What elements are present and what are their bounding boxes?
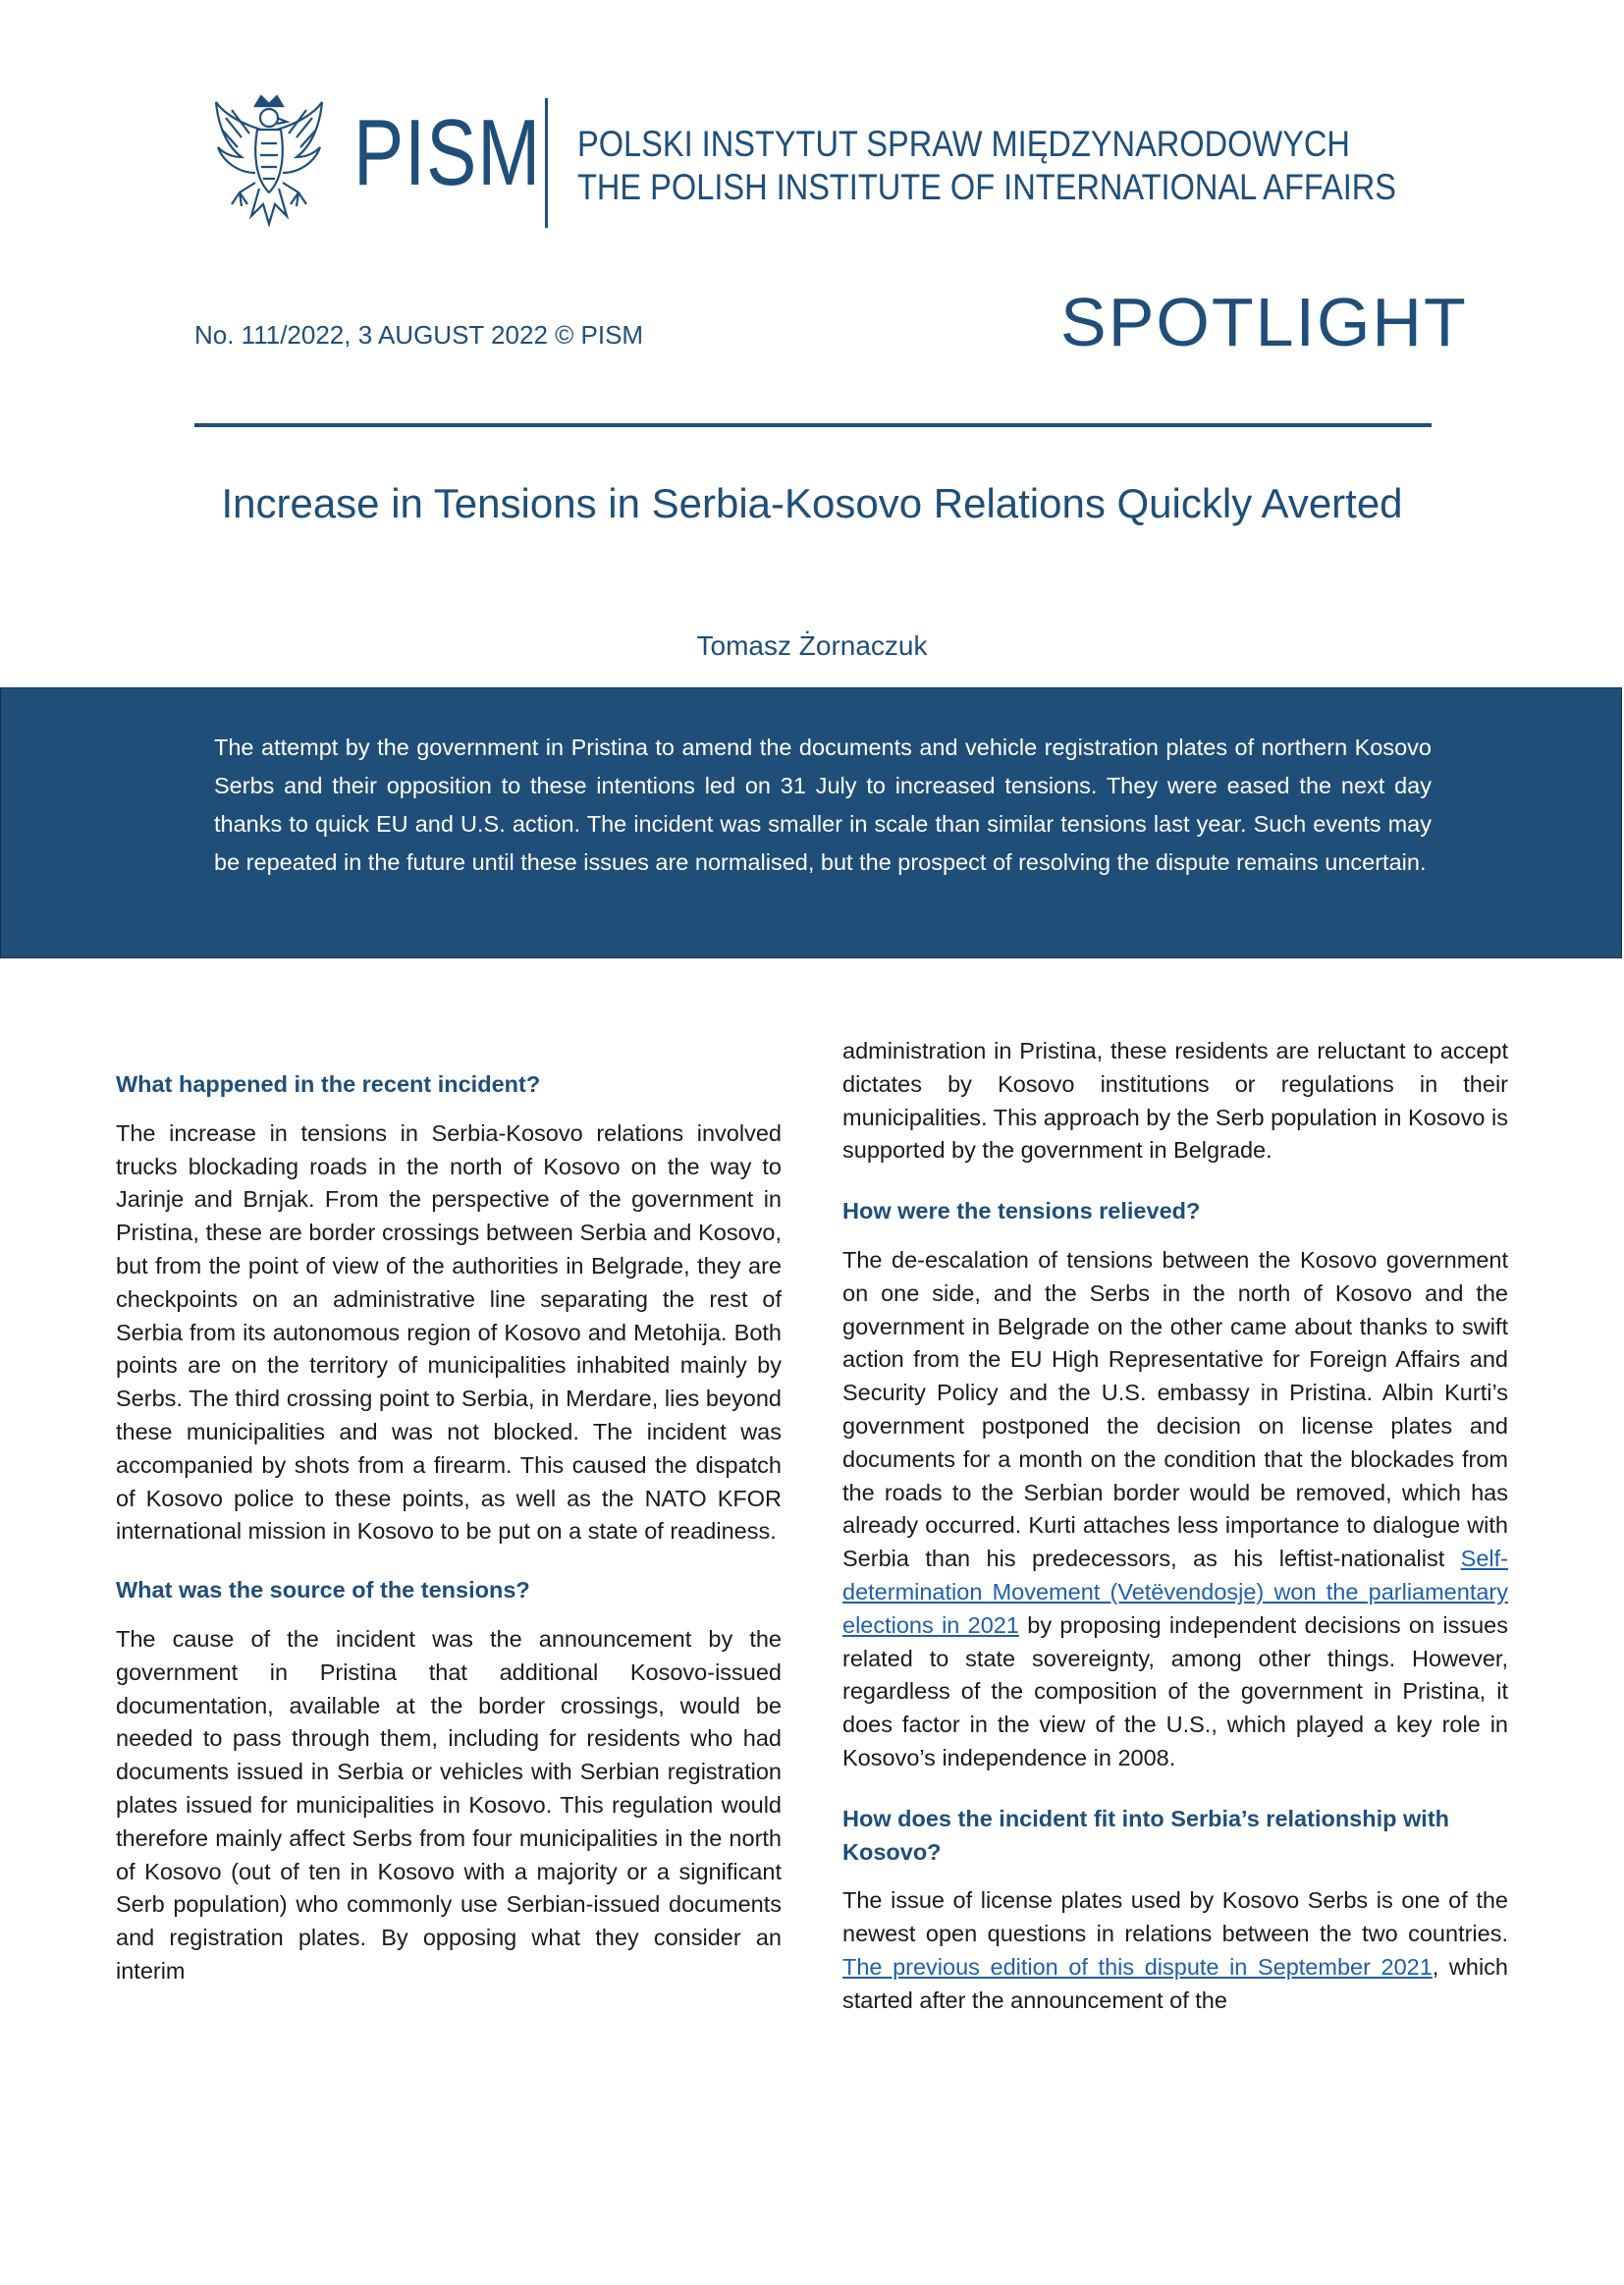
abstract-text: The attempt by the government in Pristina to amend the documents and vehicle registration plates of northern Kosovo Serbs and their opposition to these intentions led on 31 July to increased tensions. They were eased the next day thanks to quick EU and U.S. action. The incident was smaller in scale than similar tensions last year. Such events may be repeated in the future until these issues are normalised, but the prospect of resolving the dispute remains uncertain. <box>214 734 1432 875</box>
section-heading-what-happened: What happened in the recent incident? <box>116 1071 541 1097</box>
section-heading-tensions-relieved: How were the tensions relieved? <box>842 1198 1201 1224</box>
logo-wordmark: PISM <box>353 100 541 205</box>
text-span: The de-escalation of tensions between the Kosovo government on one side, and the Serbs in the north of Kosovo and the government in Belgrade on the other came about thanks to swift action from the EU High Representative for Foreign Affairs and Security Policy and the U.S. embassy in Pristina. Albin Kurti’s government postponed the decision on license plates and documents for a month on the condition that the blockades from the roads to the Serbian border would be removed, which has already occurred. Kurti attaches less importance to dialogue with Serbia than his predecessors, as his leftist-nationalist <box>842 1246 1508 1572</box>
body-column-left <box>116 1068 782 2016</box>
institute-name-english: THE POLISH INSTITUTE OF INTERNATIONAL AFFAIRS <box>577 167 1397 207</box>
link-previous-dispute-2021[interactable]: The previous edition of this dispute in September 2021 <box>842 1953 1433 1980</box>
body-column-right <box>842 1035 1508 2045</box>
paragraph-what-happened: The increase in tensions in Serbia-Kosovo relations involved trucks blockading roads in the north of Kosovo on the way to Jarinje and Brnjak. From the perspective of the government in Pristina, these are border crossings between Serbia and Kosovo, but from the point of view of the authorities in Belgrade, they are checkpoints on an administrative line separating the rest of Serbia from its autonomous region of Kosovo and Metohija. Both points are on the territory of municipalities inhabited mainly by Serbs. The third crossing point to Serbia, in Merdare, lies beyond these municipalities and was not blocked. The incident was accompanied by shots from a firearm. This caused the dispatch of Kosovo police to these points, as well as the NATO KFOR international mission in Kosovo to be put on a state of readiness. <box>116 1119 782 1545</box>
section-heading-relationship: How does the incident fit into Serbia’s relationship with Kosovo? <box>842 1805 1450 1865</box>
article-title: Increase in Tensions in Serbia-Kosovo Relations Quickly Averted <box>221 480 1403 526</box>
paragraph-relationship <box>842 1884 1508 2017</box>
paragraph-tensions-relieved <box>842 1244 1508 1775</box>
paragraph-source-part2: administration in Pristina, these residents are reluctant to accept dictates by Kosovo institutions or regulations in their municipalities. This approach by the Serb population in Kosovo is supported by the government in Belgrade. <box>842 1038 1508 1164</box>
issue-number: No. 111/2022, 3 AUGUST 2022 © PISM <box>194 320 644 350</box>
white-eagle-emblem-icon <box>212 94 326 232</box>
section-heading-source: What was the source of the tensions? <box>116 1577 530 1604</box>
paragraph-source-part1: The cause of the incident was the announcement by the government in Pristina that additional Kosovo-issued documentation, available at the border crossings, would be needed to pass through them, including for residents who had documents issued in Serbia or vehicles with Serbian registration plates issued for municipalities in Kosovo. This regulation would therefore mainly affect Serbs from four municipalities in the north of Kosovo (out of ten in Kosovo with a majority or a significant Serb population) who commonly use Serbian-issued documents and registration plates. By opposing what they consider an interim <box>116 1625 782 1984</box>
text-span: by proposing independent decisions on issues related to state sovereignty, among other things. However, regardless of the composition of the government in Pristina, it does factor in the view of the U.S., which played a key role in Kosovo’s independence in 2008. <box>842 1611 1508 1770</box>
link-self-determination-elections[interactable]: Self-determination Movement (Vetëvendosje) won the parliamentary elections in 2021 <box>842 1546 1508 1638</box>
logo-divider <box>545 98 548 228</box>
series-label: SPOTLIGHT <box>1060 284 1468 360</box>
header-rule <box>194 423 1432 427</box>
article-author: Tomasz Żornaczuk <box>696 630 928 661</box>
text-span: The issue of license plates used by Kosovo Serbs is one of the newest open questions in relations between the two countries. <box>842 1887 1508 1947</box>
institute-name-polish: POLSKI INSTYTUT SPRAW MIĘDZYNARODOWYCH <box>577 124 1350 164</box>
text-span: , which started after the announcement of the <box>842 1953 1509 2013</box>
